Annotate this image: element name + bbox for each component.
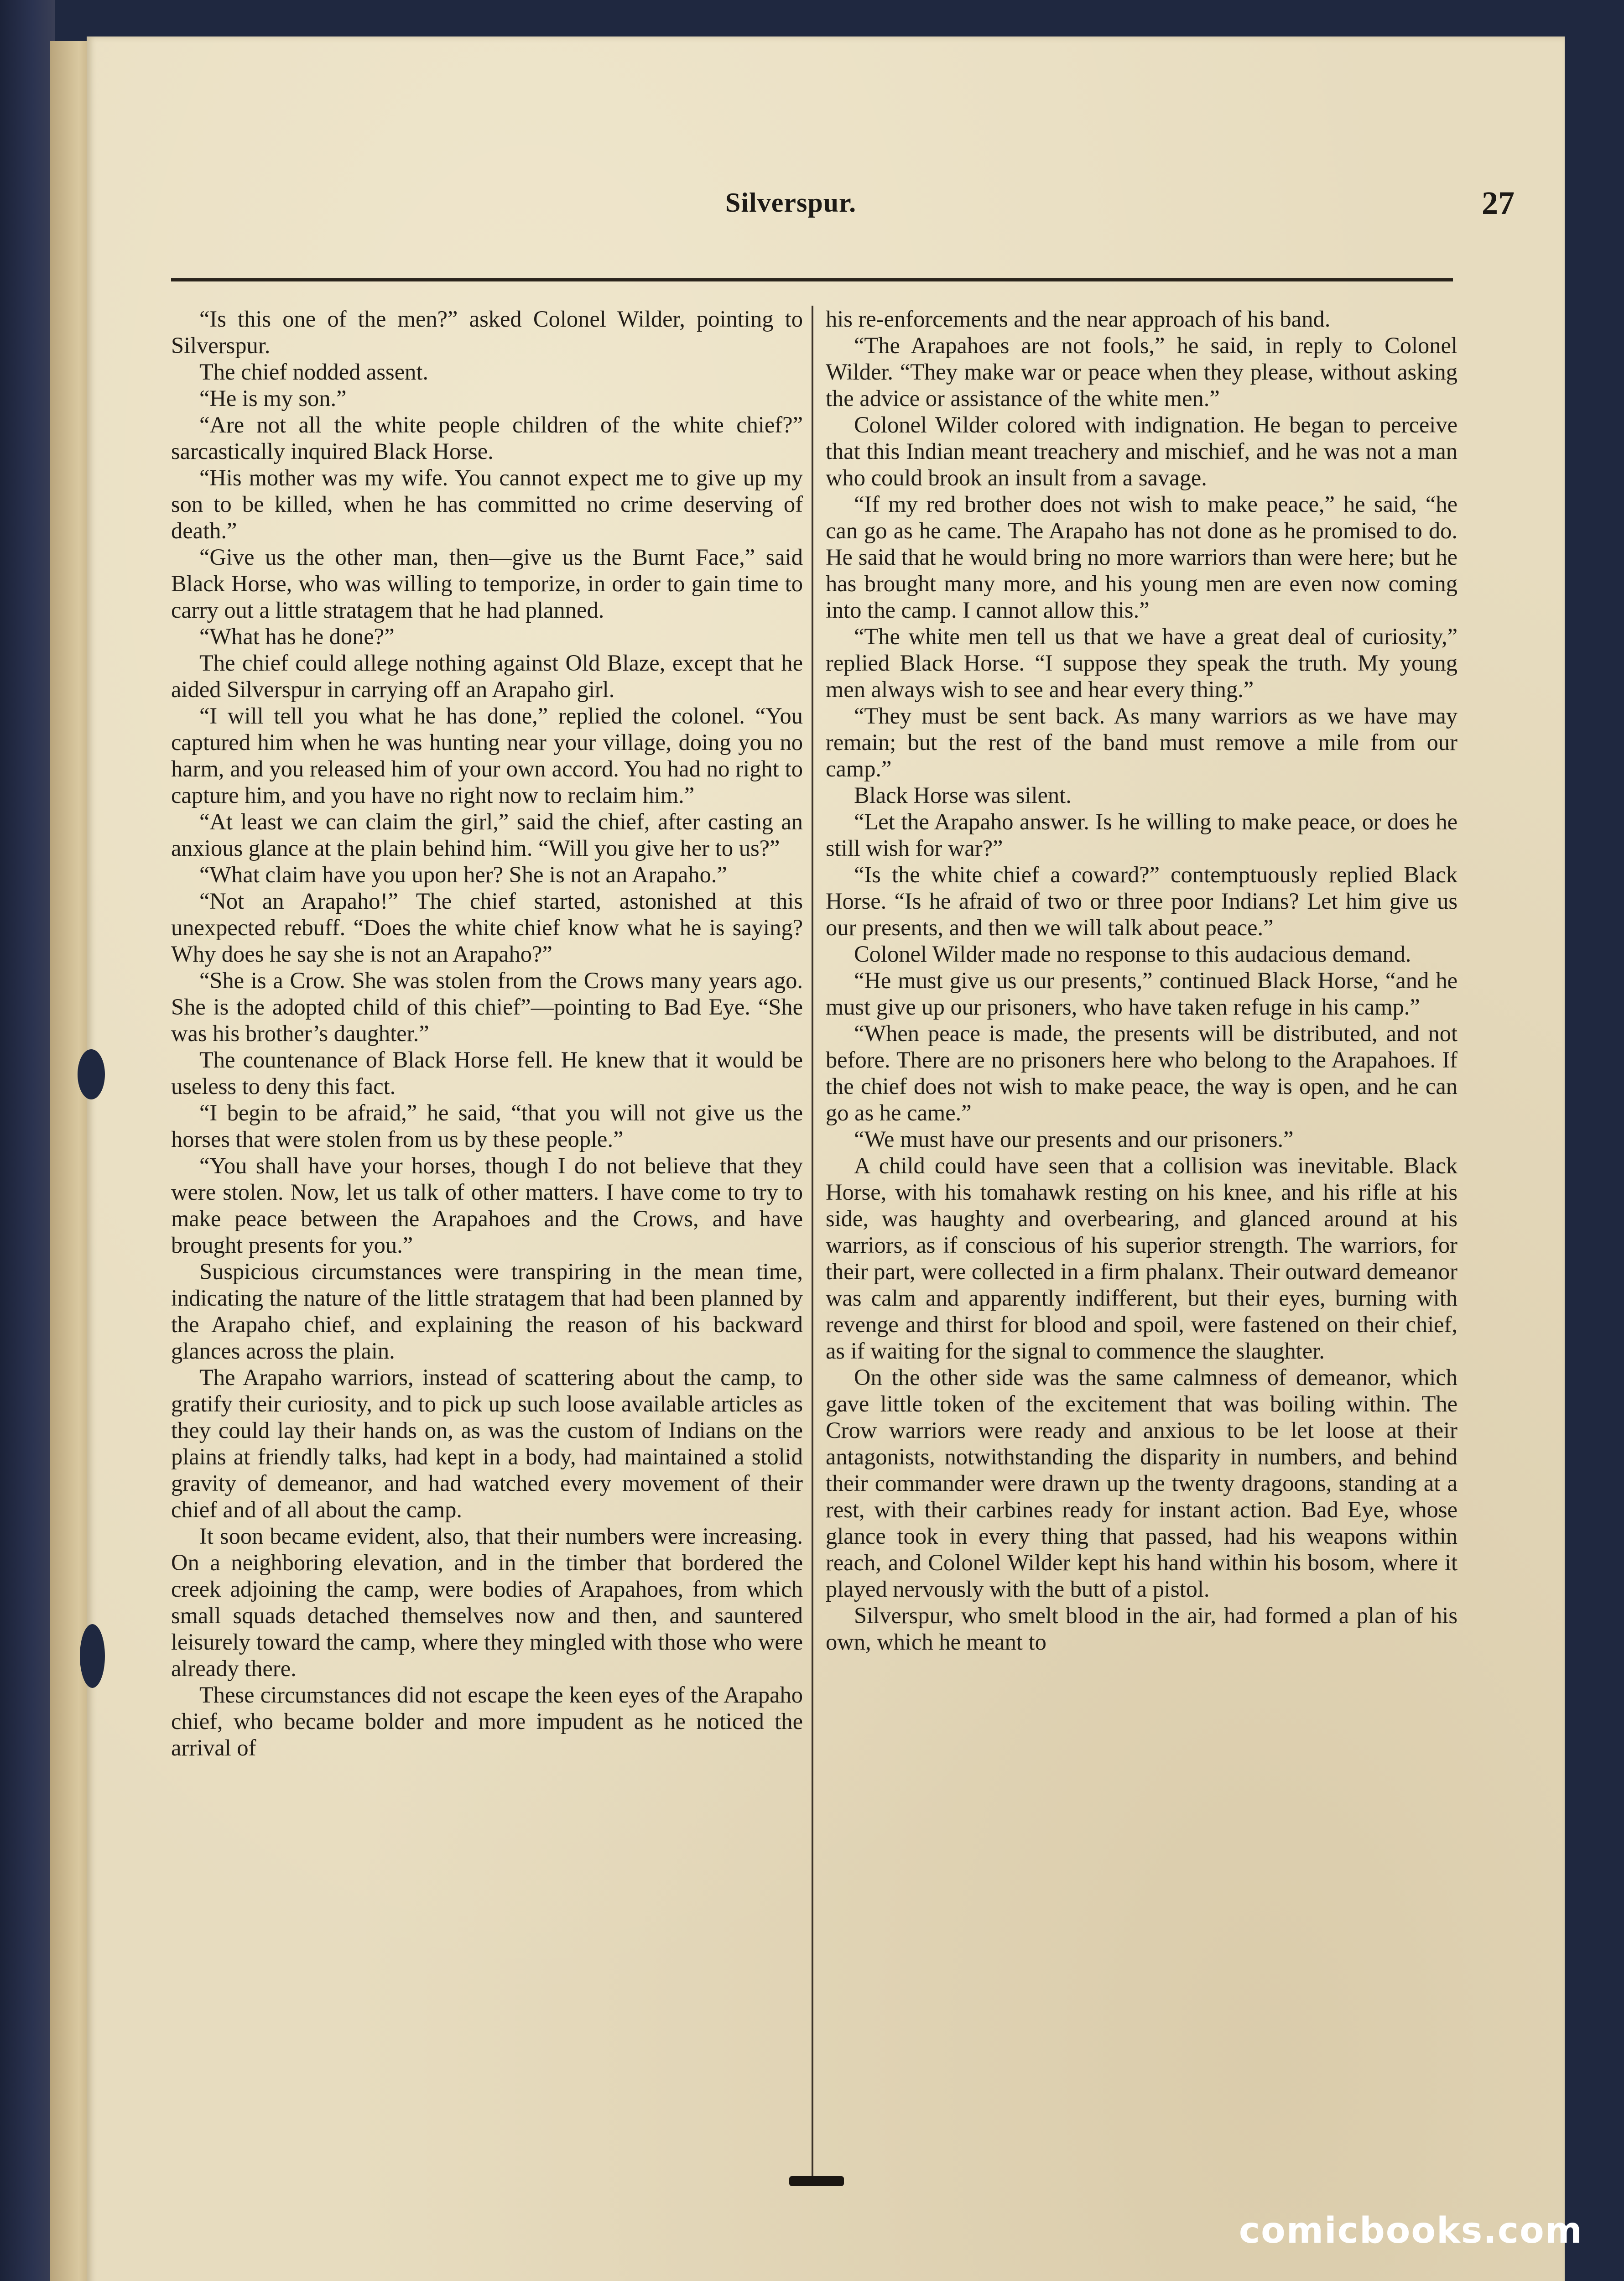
paragraph: “Is the white chief a coward?” contemptuously replied Black Horse. “Is he afraid of two or three poor Indians? Let him give us our presents, and then we will talk about peace.” <box>826 862 1457 940</box>
paragraph: “When peace is made, the presents will be distributed, and not before. There are no prisoners here who belong to the Arapahoes. If the chief does not wish to make peace, the way is open, and he can go as he came.” <box>826 1021 1457 1125</box>
printer-mark <box>789 2176 844 2186</box>
paragraph: “Is this one of the men?” asked Colonel Wilder, pointing to Silverspur. <box>171 306 803 358</box>
page-number: 27 <box>1482 185 1515 221</box>
paragraph: These circumstances did not escape the keen eyes of the Arapaho chief, who became bolder and more impudent as he noticed the arrival of <box>171 1682 803 1760</box>
paragraph: his re-enforcements and the near approach of his band. <box>826 306 1331 332</box>
left-text-column <box>171 306 803 2213</box>
paragraph: “He is my son.” <box>199 385 347 411</box>
paragraph: On the other side was the same calmness of demeanor, which gave little token of the excitement that was boiling within. The Crow warriors were ready and anxious to be let loose at their antagonists, notwithstanding the disparity in numbers, and behind their commander were drawn up the twenty dragoons, standing at a rest, with their carbines ready for instant action. Bad Eye, whose glance took in every thing that passed, had his weapons within reach, and Colonel Wilder kept his hand within his bosom, where it played nervously with the butt of a pistol. <box>826 1364 1457 1602</box>
paragraph: The chief nodded assent. <box>199 359 429 385</box>
page-tear-mark <box>80 1624 105 1688</box>
paragraph: “They must be sent back. As many warriors as we have may remain; but the rest of the band must remove a mile from our camp.” <box>826 703 1457 781</box>
paragraph: “He must give us our presents,” continued Black Horse, “and he must give up our prisoners, who have taken refuge in his camp.” <box>826 968 1457 1020</box>
paragraph: A child could have seen that a collision was inevitable. Black Horse, with his tomahawk resting on his knee, and his rifle at his side, was haughty and overbearing, and glanced around at his warriors, as if conscious of his superior strength. The warriors, for their part, were collected in a firm phalanx. Their outward demeanor was calm and apparently indifferent, but their eyes, burning with revenge and thirst for blood and spoil, were fastened on their chief, as if waiting for the signal to commence the slaughter. <box>826 1153 1457 1364</box>
paragraph: “The white men tell us that we have a great deal of curiosity,” replied Black Horse. “I suppose they speak the truth. My young men always wish to see and hear every thing.” <box>826 624 1457 702</box>
paragraph: “I will tell you what he has done,” replied the colonel. “You captured him when he was hunting near your village, doing you no harm, and you released him of your own accord. You had no right to capture him, and you have no right now to reclaim him.” <box>171 703 803 808</box>
paragraph: “Not an Arapaho!” The chief started, astonished at this unexpected rebuff. “Does the white chief know what he is saying? Why does he say she is not an Arapaho?” <box>171 888 803 967</box>
paragraph: “You shall have your horses, though I do not believe that they were stolen. Now, let us talk of other matters. I have come to try to make peace between the Arapahoes and the Crows, and have brought presents for you.” <box>171 1153 803 1258</box>
page-tear-mark <box>78 1049 105 1099</box>
running-head <box>87 187 1565 242</box>
paragraph: It soon became evident, also, that their numbers were increasing. On a neighboring elevation, and in the timber that bordered the creek adjoining the camp, were bodies of Arapahoes, from which small squads detached themselves now and then, and sauntered leisurely toward the camp, where they mingled with those who were already there. <box>171 1523 803 1681</box>
paragraph: The countenance of Black Horse fell. He knew that it would be useless to deny this fact. <box>171 1047 803 1099</box>
paragraph: “If my red brother does not wish to make peace,” he said, “he can go as he came. The Arapaho has not done as he promised to do. He said that he would bring no more warriors than were here; but he has brought many more, and his young men are even now coming into the camp. I cannot allow this.” <box>826 491 1457 623</box>
paragraph: “We must have our presents and our prisoners.” <box>854 1126 1294 1152</box>
paragraph: Colonel Wilder made no response to this audacious demand. <box>854 941 1411 967</box>
paragraph: “What has he done?” <box>199 624 395 649</box>
paragraph: “At least we can claim the girl,” said the chief, after casting an anxious glance at the plain behind him. “Will you give her to us?” <box>171 809 803 861</box>
paragraph: Suspicious circumstances were transpiring in the mean time, indicating the nature of the little stratagem that had been planned by the Arapaho chief, and explaining the reason of his backward glances across the plain. <box>171 1259 803 1364</box>
right-text-column <box>826 306 1457 2213</box>
paragraph: “What claim have you upon her? She is not an Arapaho.” <box>199 862 727 887</box>
paragraph: “His mother was my wife. You cannot expect me to give up my son to be killed, when he has committed no crime deserving of death.” <box>171 465 803 543</box>
running-title: Silverspur. <box>725 187 857 218</box>
paragraph: “I begin to be afraid,” he said, “that you will not give us the horses that were stolen from us by these people.” <box>171 1100 803 1152</box>
watermark: comicbooks.com <box>1239 2210 1583 2251</box>
book-cover-edge <box>0 0 55 2281</box>
paragraph: “The Arapahoes are not fools,” he said, in reply to Colonel Wilder. “They make war or peace when they please, without asking the advice or assistance of the white men.” <box>826 333 1457 411</box>
paragraph: “Are not all the white people children of the white chief?” sarcastically inquired Black Horse. <box>171 412 803 464</box>
paragraph: “Give us the other man, then—give us the Burnt Face,” said Black Horse, who was willing to temporize, in order to gain time to carry out a little stratagem that he had planned. <box>171 544 803 623</box>
paragraph: The chief could allege nothing against Old Blaze, except that he aided Silverspur in carrying off an Arapaho girl. <box>171 650 803 702</box>
header-rule <box>171 278 1453 281</box>
paragraph: “Let the Arapaho answer. Is he willing to make peace, or does he still wish for war?” <box>826 809 1457 861</box>
paragraph: “She is a Crow. She was stolen from the Crows many years ago. She is the adopted child of this chief”—pointing to Bad Eye. “She was his brother’s daughter.” <box>171 968 803 1046</box>
paragraph: Black Horse was silent. <box>854 782 1072 808</box>
paragraph: Colonel Wilder colored with indignation. He began to perceive that this Indian meant treachery and mischief, and he was not a man who could brook an insult from a savage. <box>826 412 1457 490</box>
paragraph: Silverspur, who smelt blood in the air, had formed a plan of his own, which he meant to <box>826 1603 1457 1655</box>
book-page <box>87 36 1565 2281</box>
paragraph: The Arapaho warriors, instead of scattering about the camp, to gratify their curiosity, and to pick up such loose available articles as they could lay their hands on, as was the custom of Indians on the plains at friendly talks, had kept in a body, had maintained a stolid gravity of demeanor, and had watched every movement of their chief and of all about the camp. <box>171 1364 803 1522</box>
column-divider <box>812 306 813 2185</box>
